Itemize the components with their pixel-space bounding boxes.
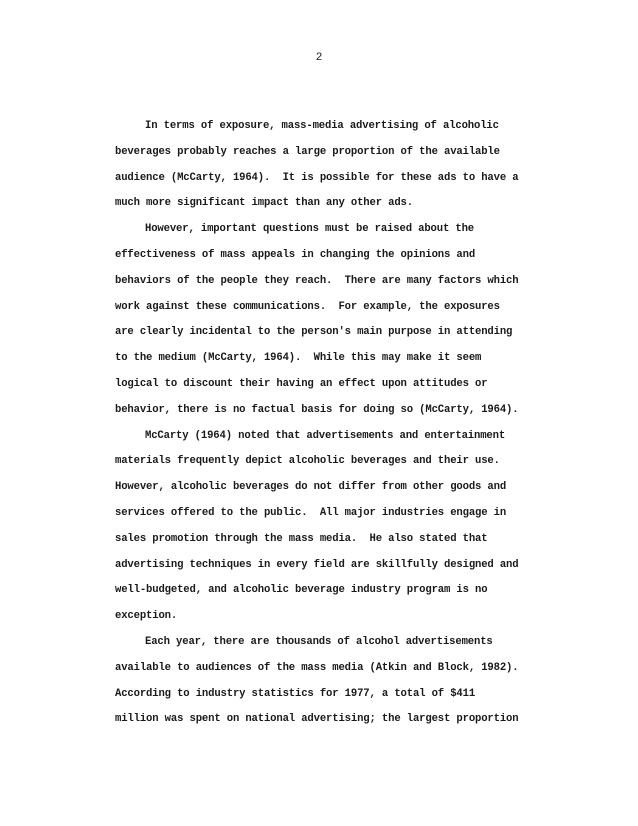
text-line: available to audiences of the mass media (Atkin and Block, 1982). <box>115 661 519 674</box>
text-line: sales promotion through the mass media. He also stated that <box>115 532 488 545</box>
body-text <box>115 114 535 733</box>
text-line: Each year, there are thousands of alcohol advertisements <box>145 635 493 648</box>
page-number: 2 <box>315 52 323 64</box>
text-line: McCarty (1964) noted that advertisements and entertainment <box>145 429 506 442</box>
text-line: advertising techniques in every field are skillfully designed and <box>115 558 519 571</box>
text-line: materials frequently depict alcoholic beverages and their use. <box>115 455 500 468</box>
text-line: million was spent on national advertising; the largest proportion <box>115 713 519 726</box>
text-line: beverages probably reaches a large proportion of the available <box>115 145 500 158</box>
text-line: However, important questions must be raised about the <box>145 223 474 236</box>
text-line: effectiveness of mass appeals in changing the opinions and <box>115 248 476 261</box>
text-line: In terms of exposure, mass-media advertising of alcoholic <box>145 120 499 132</box>
text-line: are clearly incidental to the person's main purpose in attending <box>115 326 513 339</box>
text-line: well-budgeted, and alcoholic beverage industry program is no <box>115 584 488 597</box>
text-line: much more significant impact than any other ads. <box>115 197 413 210</box>
text-line: However, alcoholic beverages do not differ from other goods and <box>115 481 507 494</box>
text-line: exception. <box>115 610 178 623</box>
text-line: logical to discount their having an effect upon attitudes or <box>115 377 488 390</box>
text-line: behaviors of the people they reach. There are many factors which <box>115 274 519 287</box>
text-line: According to industry statistics for 1977, a total of $411 <box>115 687 476 700</box>
text-line: to the medium (McCarty, 1964). While this may make it seem <box>115 352 482 365</box>
text-line: behavior, there is no factual basis for doing so (McCarty, 1964). <box>115 403 519 416</box>
text-line: audience (McCarty, 1964). It is possible for these ads to have a <box>115 171 519 184</box>
text-line: services offered to the public. All major industries engage in <box>115 506 507 519</box>
text-line: work against these communications. For example, the exposures <box>115 300 500 313</box>
